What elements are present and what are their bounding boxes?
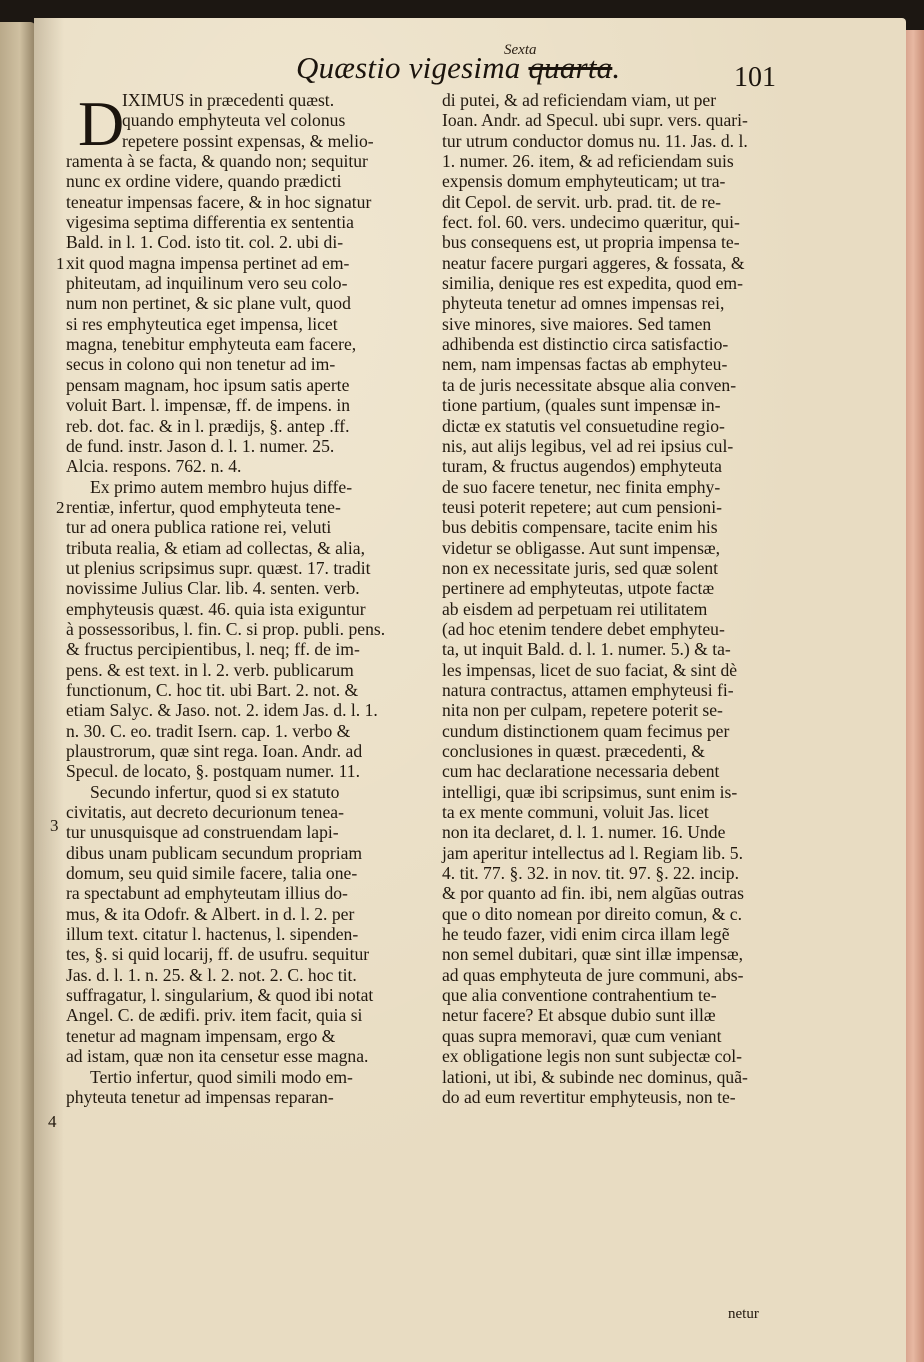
text-line: 4. tit. 77. §. 32. in nov. tit. 97. §. 22. incip.	[442, 863, 739, 884]
right-text-column	[442, 90, 787, 1107]
margin-number: 2	[56, 498, 65, 517]
text-line: suffragatur, l. singularium, & quod ibi notat	[66, 985, 374, 1006]
text-line: & por quanto ad fin. ibi, nem algũas outras	[442, 883, 744, 904]
text-line: plaustrorum, quæ sint rega. Ioan. Andr. ad	[66, 741, 363, 761]
text-line: tione partium, (quales sunt impensæ in-	[442, 395, 721, 416]
text-line: cundum distinctionem quam fecimus per	[442, 720, 730, 741]
text-line: novissime Julius Clar. lib. 4. senten. verb.	[66, 578, 360, 599]
text-line: sive minores, sive maiores. Sed tamen	[442, 313, 712, 334]
text-line: tur utrum conductor domus nu. 11. Jas. d. l.	[442, 130, 748, 151]
text-line: repetere possint expensas, & melio-	[122, 130, 374, 151]
text-line: ut plenius scripsimus supr. quæst. 17. tradit	[66, 557, 371, 578]
text-line: teusi poterit repetere; aut cum pensioni-	[442, 496, 722, 517]
text-line: quando emphyteuta vel colonus	[122, 110, 346, 131]
running-title-text: Quæstio vigesima	[296, 50, 521, 85]
text-line: di putei, & ad reficiendam viam, ut per	[442, 90, 717, 110]
text-line: non ita declaret, d. l. 1. numer. 16. Unde	[442, 822, 726, 843]
text-line: ab eisdem ad perpetuam rei utilitatem	[442, 598, 708, 619]
page-number: 101	[734, 62, 776, 93]
text-line: vigesima septima differentia ex sententia	[66, 212, 354, 233]
text-line: Angel. C. de ædifi. priv. item facit, quia si	[66, 1005, 363, 1026]
text-line: netur facere? Et absque dubio sunt illæ	[442, 1005, 716, 1026]
margin-number: 1	[56, 254, 65, 273]
text-line: rentiæ, infertur, quod emphyteuta tene-	[66, 496, 341, 517]
text-line: Secundo infertur, quod si ex statuto	[90, 781, 340, 802]
text-line: bus debitis compensare, tacite enim his	[442, 517, 718, 538]
text-line: reb. dot. fac. & in l. prædijs, §. antep .ff.	[66, 415, 350, 436]
text-line: etiam Salyc. & Jaso. not. 2. idem Jas. d. l. 1.	[66, 700, 378, 721]
text-line: nem, nam impensas factas ab emphyteu-	[442, 354, 728, 375]
text-line: tur ad onera publica ratione rei, veluti	[66, 517, 332, 538]
text-line: phiteutam, ad inquilinum vero seu colo-	[66, 273, 348, 294]
text-line: dictæ ex statutis vel consuetudine regio-	[442, 415, 725, 436]
text-line: 1. numer. 26. item, & ad reficiendam suis	[442, 151, 734, 172]
text-line: quas supra memoravi, quæ cum veniant	[442, 1025, 722, 1046]
text-line: adhibenda est distinctio circa satisfactio-	[442, 334, 729, 355]
text-line: natura contractus, attamen emphyteusi fi-	[442, 679, 734, 700]
text-line: Alcia. respons. 762. n. 4.	[66, 456, 242, 477]
text-line: phyteuta tenetur ad omnes impensas rei,	[442, 293, 725, 314]
text-line: ad istam, quæ non ita censetur esse magna.	[66, 1046, 369, 1067]
text-line: ad quas emphyteuta de jure communi, abs-	[442, 964, 744, 985]
page-header	[34, 36, 906, 96]
text-line: non ex necessitate juris, sed quæ solent	[442, 557, 719, 578]
running-title: Quæstio vigesima quarta.	[296, 50, 621, 85]
text-line: pensam magnam, hoc ipsum satis aperte	[66, 374, 350, 395]
text-line: he teudo fazer, vidi enim circa illam legẽ	[442, 924, 730, 945]
text-line: Ex primo autem membro hujus diffe-	[90, 476, 353, 497]
text-line: de fund. instr. Jason d. l. 1. numer. 25.	[66, 435, 335, 456]
text-line: IXIMUS in præcedenti quæst.	[122, 90, 335, 110]
text-line: intelligi, quæ ibi scripsimus, sunt enim is-	[442, 781, 738, 802]
text-line: do ad eum revertitur emphyteusis, non te-	[442, 1086, 736, 1107]
text-line: Ioan. Andr. ad Specul. ubi supr. vers. quari-	[442, 110, 748, 131]
book-fore-edge	[906, 30, 924, 1362]
text-line: non semel dubitari, quæ sint illæ impensæ,	[442, 944, 744, 965]
text-line: (ad hoc etenim tendere debet emphyteu-	[442, 618, 725, 639]
text-line: expensis domum emphyteuticam; ut tra-	[442, 171, 726, 192]
text-line: Specul. de locato, §. postquam numer. 11.	[66, 761, 360, 782]
text-line: que o dito nomean por direito comun, & c.	[442, 903, 743, 924]
text-line: lationi, ut ibi, & subinde nec dominus, quã-	[442, 1066, 748, 1087]
text-line: fect. fol. 60. vers. undecimo quæritur, qui-	[442, 212, 740, 233]
text-line: pens. & est text. in l. 2. verb. publicarum	[66, 659, 354, 680]
text-line: functionum, C. hoc tit. ubi Bart. 2. not. &	[66, 679, 359, 700]
text-line: conclusiones in quæst. præcedenti, &	[442, 741, 705, 761]
text-line: Jas. d. l. 1. n. 25. & l. 2. not. 2. C. hoc tit.	[66, 964, 357, 985]
text-line: dibus unam publicam secundum propriam	[66, 842, 363, 863]
text-line: emphyteusis quæst. 46. quia ista exiguntur	[66, 598, 366, 619]
text-line: nita non per culpam, repetere poterit se-	[442, 700, 723, 721]
text-line: n. 30. C. eo. tradit Isern. cap. 1. verbo &	[66, 720, 351, 741]
drop-cap: D	[78, 88, 125, 159]
text-line: voluit Bart. l. impensæ, ff. de impens. in	[66, 395, 351, 416]
text-line: à possessoribus, l. fin. C. si prop. publi. pens.	[66, 618, 386, 639]
text-line: ta ex mente communi, voluit Jas. licet	[442, 802, 709, 823]
text-line: num non pertinet, & sic plane vult, quod	[66, 293, 351, 314]
text-line: tenetur ad magnam impensam, ergo &	[66, 1025, 336, 1046]
text-line: videtur se obligasse. Aut sunt impensæ,	[442, 537, 721, 558]
text-line: de suo facere tenetur, nec finita emphy-	[442, 476, 721, 497]
text-line: similia, denique res est expedita, quod em-	[442, 273, 743, 294]
text-line: domum, seu quid simile facere, talia one-	[66, 863, 358, 884]
catchword: netur	[728, 1306, 759, 1322]
margin-number: 4	[48, 1112, 57, 1131]
text-line: que alia conventione contrahentium te-	[442, 985, 717, 1006]
text-line: teneatur impensas facere, & in hoc signatur	[66, 191, 372, 212]
text-line: pertinere ad emphyteutas, utpote factæ	[442, 578, 715, 599]
text-line: cum hac declaratione necessaria debent	[442, 761, 720, 782]
text-line: bus consequens est, ut propria impensa te-	[442, 232, 740, 253]
facing-page-edge	[0, 22, 36, 1362]
text-line: ta, ut inquit Bald. d. l. 1. numer. 5.) & ta-	[442, 639, 731, 660]
left-text-column	[66, 90, 436, 1107]
text-line: xit quod magna impensa pertinet ad em-	[66, 252, 350, 273]
text-line: si res emphyteutica eget impensa, licet	[66, 313, 338, 334]
text-line: tur unusquisque ad construendam lapi-	[66, 822, 339, 843]
text-line: & fructus percipientibus, l. neq; ff. de im-	[66, 639, 360, 660]
handwritten-correction: Sexta	[504, 42, 537, 58]
text-line: dit Cepol. de servit. urb. prad. tit. de re-	[442, 191, 721, 212]
text-line: illum text. citatur l. hactenus, l. sipenden-	[66, 924, 359, 945]
text-line: turam, & fructus augendos) emphyteuta	[442, 456, 722, 477]
text-line: tes, §. si quid locarij, ff. de usufru. sequitur	[66, 944, 370, 965]
text-line: secus in colono qui non tenetur ad im-	[66, 354, 336, 375]
text-line: les impensas, licet de suo faciat, & sint dè	[442, 659, 738, 680]
struck-word: quarta	[528, 50, 613, 85]
text-line: neatur facere purgari aggeres, & fossata, &	[442, 252, 745, 273]
text-line: civitatis, aut decreto decurionum tenea-	[66, 802, 344, 823]
book-page	[34, 18, 906, 1362]
text-line: ex obligatione legis non sunt subjectæ col-	[442, 1046, 743, 1067]
text-line: jam aperitur intellectus ad l. Regiam lib. 5.	[442, 842, 743, 863]
text-line: nis, aut alijs legibus, vel ad rei ipsius cul-	[442, 435, 734, 456]
text-line: mus, & ita Odofr. & Albert. in d. l. 2. per	[66, 903, 355, 924]
text-line: Bald. in l. 1. Cod. isto tit. col. 2. ubi di-	[66, 232, 344, 253]
margin-number: 3	[50, 816, 59, 835]
text-line: ra spectabunt ad emphyteutam illius do-	[66, 883, 348, 904]
text-line: ramenta à se facta, & quando non; sequitur	[66, 151, 368, 172]
text-line: nunc ex ordine videre, quando prædicti	[66, 171, 342, 192]
text-line: Tertio infertur, quod simili modo em-	[90, 1066, 353, 1087]
text-line: ta de juris necessitate absque alia conven-	[442, 374, 737, 395]
text-line: tributa realia, & etiam ad collectas, & alia,	[66, 537, 365, 558]
text-line: magna, tenebitur emphyteuta eam facere,	[66, 334, 357, 355]
text-line: phyteuta tenetur ad impensas reparan-	[66, 1086, 334, 1107]
